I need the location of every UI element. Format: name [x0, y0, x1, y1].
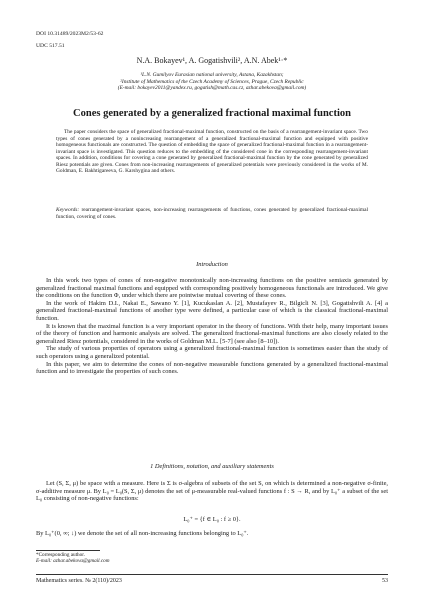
- affiliations: [36, 72, 388, 92]
- footnotes: [36, 552, 110, 565]
- section-1-after-text: By L₀⁺(0, ∞; ↓) we denote the set of all non-increasing functions belonging to L₀⁺.: [36, 530, 249, 537]
- intro-paragraph: In this work two types of cones of non-negative monotonically non-increasing functions on the positive semiaxis generated by generalized fractional maximal functions and equipped with corresponding positively homogeneous functionals are introduced. We give the conditions on the function Φ, under which there are pointwise mutual covering of these cones.: [36, 277, 388, 300]
- paper-title: Cones generated by a generalized fractional maximal function: [73, 108, 351, 119]
- section-1-body: [36, 480, 388, 503]
- journal-name: Mathematics series. № 2(110)/2023: [36, 578, 122, 584]
- section-1-paragraph: Let (S, Σ, μ) be space with a measure. Here is Σ is σ-algebra of subsets of the set S, on which is determined a non-negative σ-finite, σ-additive measure μ. By L₀ = L₀(S, Σ, μ) denotes the set of μ-measurable real-valued functions f : S → R, and by L₀⁺ a subset of the set L₀ consisting of non-negative functions:: [36, 480, 388, 503]
- footnote-email: E-mail: azhar.abekova@gmail.com: [36, 558, 110, 565]
- footnote-corresponding: *Corresponding author.: [36, 552, 85, 558]
- introduction-body: [36, 277, 388, 376]
- intro-paragraph: In the work of Hakim D.I., Nakai E., Sawano Y. [1], Kucukaslan A. [2], Mustafayev R., Bilgicli N. [3], Gogatishvili A. [4] a generalized fractional-maximal functions of another type were defined, a particular case of which is the classical fractional-maximal function.: [36, 299, 388, 322]
- intro-paragraph: The study of various properties of operators using a generalized fractional-maximal function is sometimes easier than the study of such operators using a generalized potential.: [36, 345, 388, 360]
- footer-rule: [36, 574, 388, 575]
- page-number: 53: [382, 578, 388, 584]
- author-list: N.A. Bokayev¹, A. Gogatishvili², A.N. Abek¹·*: [136, 56, 288, 65]
- affiliation-1: ¹L.N. Gumilyov Eurasian national university, Astana, Kazakhstan;: [140, 72, 284, 78]
- keywords: [56, 207, 368, 220]
- intro-paragraph: In this paper, we aim to determine the cones of non-negative measurable functions generated by a generalized fractional-maximal function and to investigate the properties of such cones.: [36, 360, 388, 376]
- abstract: [56, 129, 368, 175]
- doi: DOI 10.31489/2023M2/53-62: [36, 31, 104, 37]
- keywords-text: rearrangement-invariant spaces, non-increasing rearrangements of functions, cones generated by generalized fractional-maximal function, covering of cones.: [56, 207, 368, 220]
- section-1-heading: 1 Definitions, notation, and auxiliary statements: [150, 463, 274, 470]
- section-1-after: [36, 530, 388, 538]
- abstract-text: The paper considers the space of generalized fractional-maximal function, constructed on the basis of a rearrangement-invariant space. Two types of cones generated by a nonincreasing rearrangement of a generalized fractional-maximal function and equipped with positive homogeneous functionals are constructed. The question of embedding the space of generalized fractional-maximal function in a rearrangement-invariant space is investigated. This question reduces to the embedding of the considered cone in the corresponding rearrangement-invariant spaces. In addition, conditions for covering a cone generated by generalized fractional-maximal function by the cone generated by generalized Riesz potentials are given. Cones from non-increasing rearrangements of generalized potentials were previously considered in the works of M. Goldman, E. Bakhtigareeva, G. Karshygina and others.: [56, 129, 368, 174]
- affiliation-emails: (E-mail: bokayev2011@yandex.ru, gogatish@math.cas.cz, azhar.abekova@gmail.com): [117, 85, 307, 91]
- affiliation-2: ²Institute of Mathematics of the Czech Academy of Sciences, Prague, Czech Republic: [120, 78, 304, 85]
- formula-l0-plus: L₀⁺ = {f ∈ L₀ : f ≥ 0}.: [183, 516, 241, 523]
- introduction-heading: Introduction: [196, 261, 228, 268]
- udc: UDC 517.51: [36, 43, 65, 49]
- footnote-rule: [36, 550, 100, 551]
- intro-paragraph: It is known that the maximal function is a very important operator in the theory of functions. With their help, many important issues of the theory of function and harmonic analysis are solved. The generalized fractional-maximal functions are also closely related to the generalized Riesz potentials, considered in the works of Goldman M.L. [5-7] (see also [8–10]).: [36, 322, 388, 345]
- keywords-label: Keywords:: [56, 207, 80, 213]
